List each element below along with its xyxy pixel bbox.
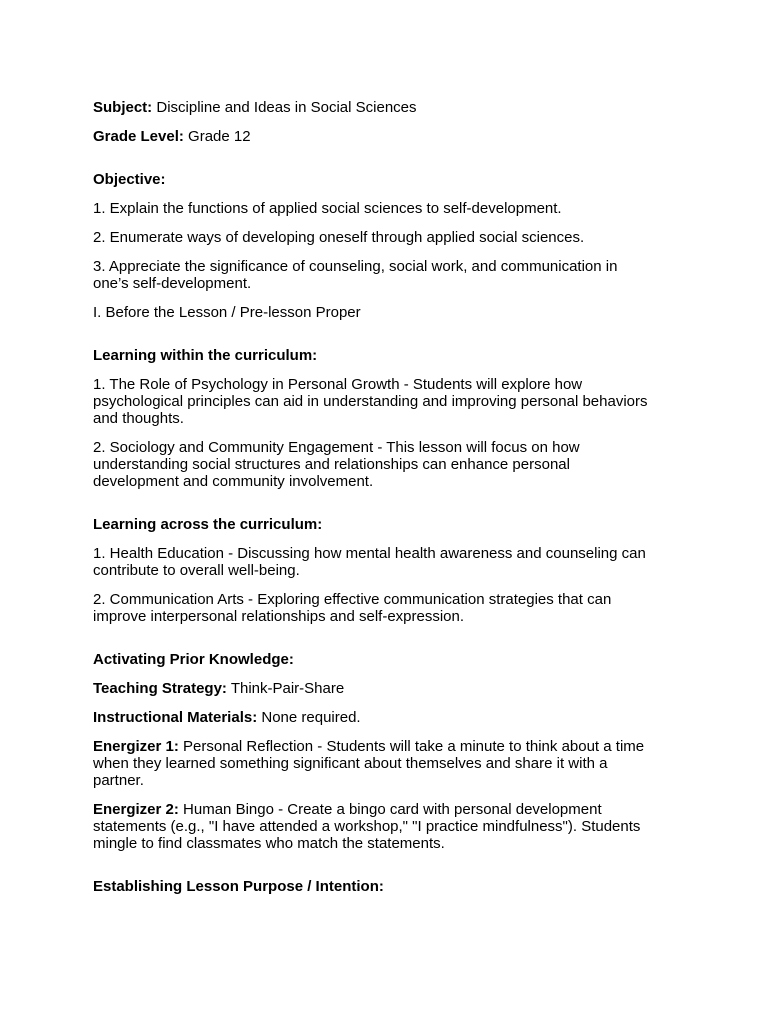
learning-within-heading: [93, 347, 678, 364]
energizer-2-first-line: [93, 801, 678, 818]
energizer-2-text: Human Bingo - Create a bingo card with personal development: [178, 801, 602, 818]
learning-within-item-line: 1. The Role of Psychology in Personal Growth - Students will explore how: [93, 376, 583, 393]
subject-line: [93, 99, 678, 116]
learning-across-item-line: contribute to overall well-being.: [93, 562, 300, 579]
energizer-1-line: when they learned something significant about themselves and share it with a: [93, 755, 608, 772]
objective-item: [93, 258, 678, 292]
objective-heading: [93, 171, 678, 188]
energizer-2-line: mingle to find classmates who match the statements.: [93, 835, 445, 852]
learning-within-item-line: and thoughts.: [93, 410, 184, 427]
establishing-heading-text: Establishing Lesson Purpose / Intention:: [93, 878, 384, 895]
learning-within-item-line: understanding social structures and relationships can enhance personal: [93, 456, 570, 473]
teaching-strategy-label: Teaching Strategy:: [93, 680, 227, 697]
grade-level-label: Grade Level:: [93, 128, 184, 145]
energizer-2: [93, 801, 678, 852]
before-lesson-line: I. Before the Lesson / Pre-lesson Proper: [93, 304, 361, 321]
learning-across-heading: [93, 516, 678, 533]
subject-label: Subject:: [93, 99, 153, 116]
energizer-2-line: statements (e.g., "I have attended a workshop," "I practice mindfulness"). Students: [93, 818, 641, 835]
learning-across-item: [93, 591, 678, 625]
activating-heading: [93, 651, 678, 668]
learning-across-item: [93, 545, 678, 579]
learning-within-item-line: psychological principles can aid in understanding and improving personal behaviors: [93, 393, 648, 410]
learning-across-item-line: 2. Communication Arts - Exploring effective communication strategies that can: [93, 591, 612, 608]
learning-across-heading-text: Learning across the curriculum:: [93, 516, 323, 533]
objective-item: 2. Enumerate ways of developing oneself through applied social sciences.: [93, 229, 585, 246]
learning-within-item-line: development and community involvement.: [93, 473, 374, 490]
instructional-materials-value: None required.: [261, 709, 361, 726]
objective-item: 1. Explain the functions of applied social sciences to self-development.: [93, 200, 562, 217]
objective-heading-text: Objective:: [93, 171, 166, 188]
lesson-plan-content: [93, 99, 678, 907]
learning-within-item: [93, 439, 678, 490]
teaching-strategy-value: Think-Pair-Share: [230, 680, 345, 697]
energizer-1-label: Energizer 1:: [93, 738, 179, 755]
activating-heading-text: Activating Prior Knowledge:: [93, 651, 294, 668]
learning-within-heading-text: Learning within the curriculum:: [93, 347, 318, 364]
instructional-materials-line: [93, 709, 678, 726]
learning-within-item-line: 2. Sociology and Community Engagement - This lesson will focus on how: [93, 439, 580, 456]
establishing-heading: [93, 878, 678, 895]
learning-across-item-line: improve interpersonal relationships and self-expression.: [93, 608, 465, 625]
objective-item-line: 3. Appreciate the significance of counseling, social work, and communication in: [93, 258, 618, 275]
energizer-1-text: Personal Reflection - Students will take a minute to think about a time: [178, 738, 645, 755]
energizer-2-label: Energizer 2:: [93, 801, 179, 818]
energizer-1-first-line: [93, 738, 678, 755]
grade-level-line: [93, 128, 678, 145]
teaching-strategy-line: [93, 680, 678, 697]
instructional-materials-label: Instructional Materials:: [93, 709, 258, 726]
objective-item-line: one’s self-development.: [93, 275, 252, 292]
energizer-1: [93, 738, 678, 789]
learning-across-item-line: 1. Health Education - Discussing how mental health awareness and counseling can: [93, 545, 646, 562]
grade-level-value: Grade 12: [188, 128, 251, 145]
learning-within-item: [93, 376, 678, 427]
energizer-1-line: partner.: [93, 772, 144, 789]
subject-value: Discipline and Ideas in Social Sciences: [156, 99, 417, 116]
